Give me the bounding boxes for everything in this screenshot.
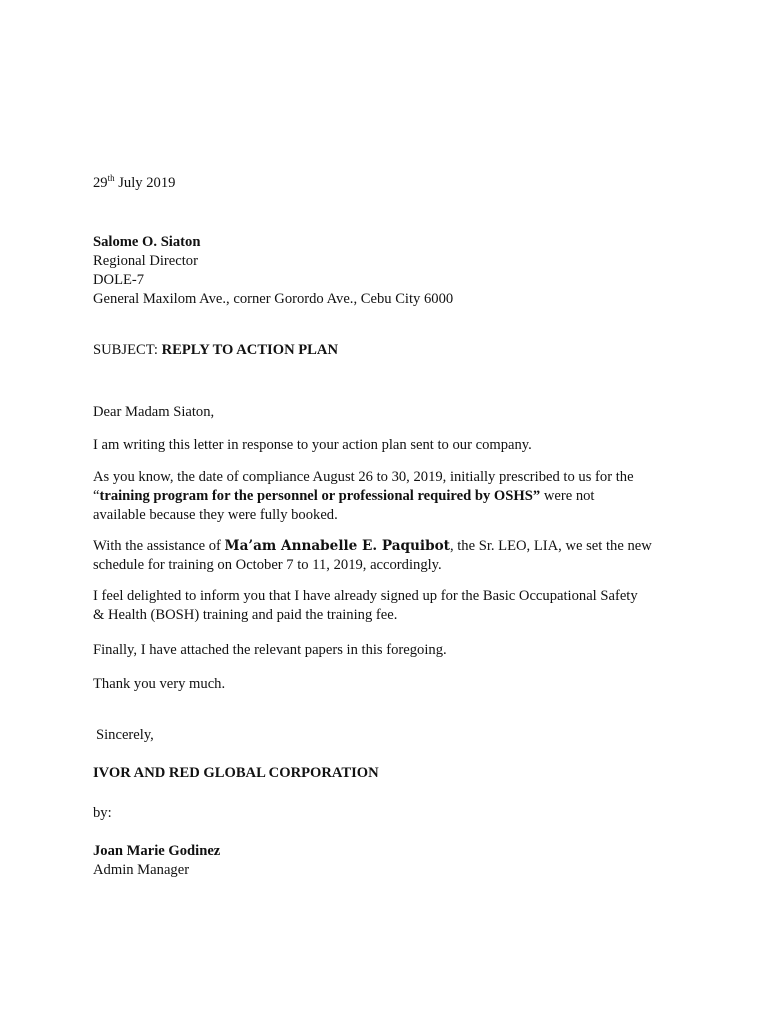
paragraph-6: Thank you very much. xyxy=(93,676,226,692)
salutation: Dear Madam Siaton, xyxy=(93,404,215,420)
paragraph-2-line-1: As you know, the date of compliance August 26 to 30, 2019, initially prescribed to us for the xyxy=(93,469,634,485)
subject-line xyxy=(93,341,708,360)
subject-label: SUBJECT: xyxy=(93,342,162,358)
date-day: 29 xyxy=(93,175,108,191)
paragraph-1: I am writing this letter in response to your action plan sent to our company. xyxy=(93,437,532,453)
closing: Sincerely, xyxy=(96,727,154,743)
recipient-office: DOLE-7 xyxy=(93,272,145,288)
paragraph-4-line-1: I feel delighted to inform you that I have already signed up for the Basic Occupational Safety xyxy=(93,588,638,604)
paragraph-3-line-2: schedule for training on October 7 to 11, 2019, accordingly. xyxy=(93,557,442,573)
recipient-name: Salome O. Siaton xyxy=(93,234,201,250)
paragraph-5: Finally, I have attached the relevant papers in this foregoing. xyxy=(93,642,447,658)
date-rest: July 2019 xyxy=(114,175,176,191)
paragraph-3-line-1-rest: , the Sr. LEO, LIA, we set the new xyxy=(449,538,652,554)
letter-date xyxy=(93,174,708,193)
paragraph-3-line-1 xyxy=(93,537,708,556)
training-program-bold: training program for the personnel or professional required by OSHS” xyxy=(99,488,541,504)
paragraph-2-line-3: available because they were fully booked. xyxy=(93,507,338,523)
date-suffix: th xyxy=(107,173,115,184)
signatory-title: Admin Manager xyxy=(93,862,190,878)
recipient-title: Regional Director xyxy=(93,253,198,269)
subject-text: REPLY TO ACTION PLAN xyxy=(161,342,338,358)
signatory-name: Joan Marie Godinez xyxy=(93,843,221,859)
paragraph-3 xyxy=(93,537,708,575)
assistant-name-bold: Ma’am Annabelle E. Paquibot xyxy=(224,538,450,554)
quote-open: “ xyxy=(93,488,100,504)
paragraph-3-prefix: With the assistance of xyxy=(93,538,225,554)
paragraph-2 xyxy=(93,468,708,525)
signatory-block xyxy=(93,842,708,880)
company-name: IVOR AND RED GLOBAL CORPORATION xyxy=(93,765,379,781)
paragraph-2-line-2 xyxy=(93,487,708,506)
by-label: by: xyxy=(93,805,112,821)
paragraph-4 xyxy=(93,587,708,625)
paragraph-4-line-2: & Health (BOSH) training and paid the training fee. xyxy=(93,607,398,623)
recipient-address: General Maxilom Ave., corner Gorordo Ave., Cebu City 6000 xyxy=(93,291,454,307)
paragraph-2-line-2-rest: were not xyxy=(540,488,595,504)
recipient-block xyxy=(93,233,708,309)
